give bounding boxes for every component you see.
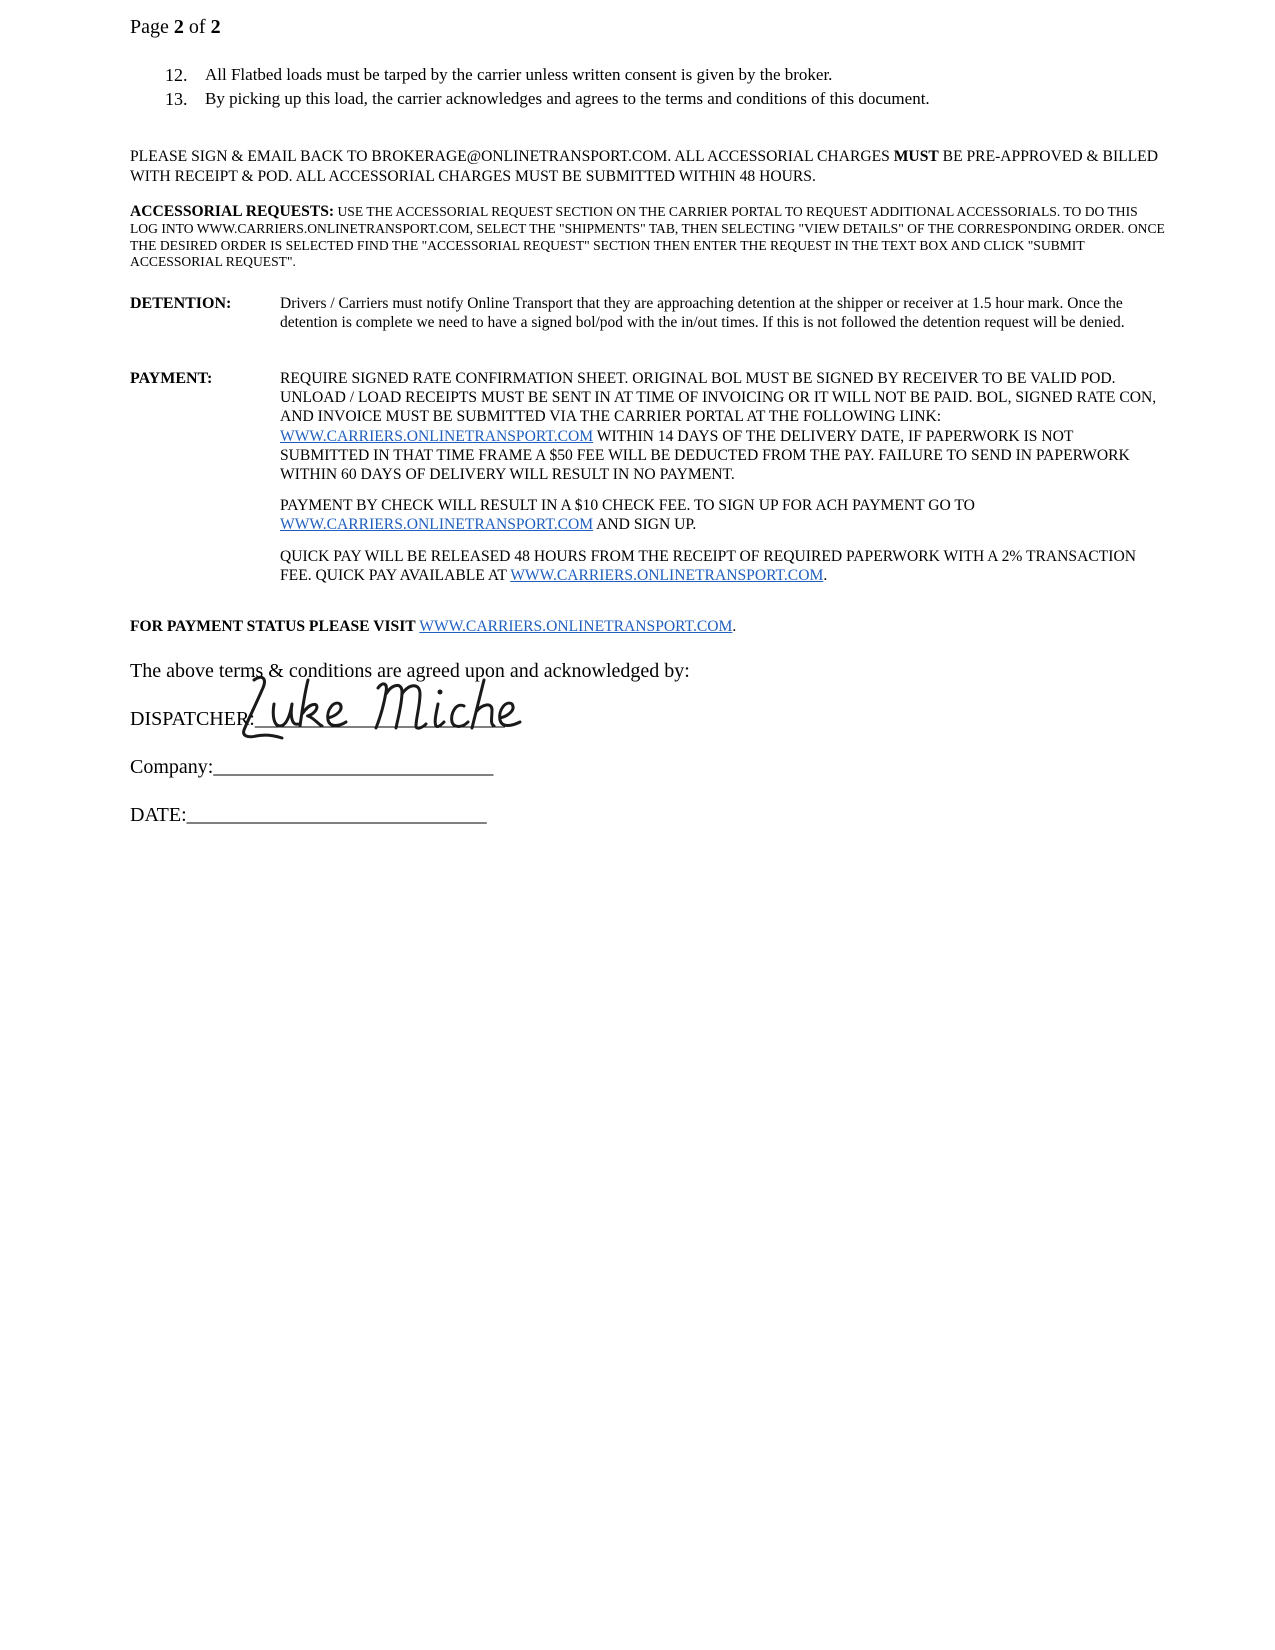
payment-section [130,369,1165,597]
payment-paragraph [280,496,1165,534]
dispatcher-label: DISPATCHER: [130,708,255,730]
payment-status-label: FOR PAYMENT STATUS PLEASE VISIT [130,618,420,635]
detention-text: Drivers / Carriers must notify Online Transport that they are approaching detention at the shipper or receiver at 1.5 hour mark. Once the detention is complete we need to have a signed bol/pod with the in/out times. If this is not followed the detention request will be denied. [280,295,1125,331]
company-line: ____________________________ [213,756,494,778]
terms-list [165,63,1165,111]
payment-text: . [823,566,828,584]
accessorial-text: USE THE ACCESSORIAL REQUEST SECTION ON THE CARRIER PORTAL TO REQUEST ADDITIONAL ACCESSORIALS. TO DO THIS LOG INTO WWW.CARRIERS.ONLINETRANSPORT.COM, SELECT THE "SHIPMENTS" TAB, THEN SELECTING "VIEW DETAILS" OF THE CORRESPONDING ORDER. ONCE THE DESIRED ORDER IS SELECTED FIND THE "ACCESSORIAL REQUEST" SECTION THEN ENTER THE REQUEST IN THE TEXT BOX AND CLICK "SUBMIT ACCESSORIAL REQUEST". [130,204,1165,270]
page-number: 2 [173,16,184,38]
page-total: 2 [210,16,221,38]
date-label: DATE: [130,804,187,826]
date-line: ______________________________ [186,804,487,826]
term-text: All Flatbed loads must be tarped by the carrier unless written consent is given by the broker. [205,65,833,84]
page-header [130,14,221,40]
payment-text: REQUIRE SIGNED RATE CONFIRMATION SHEET. ORIGINAL BOL MUST BE SIGNED BY RECEIVER TO BE VALID POD. UNLOAD / LOAD RECEIPTS MUST BE SENT IN AT TIME OF INVOICING OR IT WILL NOT BE PAID. BOL, SIGNED RATE CON, AND INVOICE MUST BE SUBMITTED VIA THE CARRIER PORTAL AT THE FOLLOWING LINK: [280,370,1157,426]
term-number: 13. [165,89,188,109]
dispatcher-line: _________________________ [254,708,505,730]
date-field[interactable] [130,802,487,828]
payment-label: PAYMENT: [130,370,213,387]
carrier-portal-link[interactable]: WWW.CARRIERS.ONLINETRANSPORT.COM [280,427,594,445]
handwritten-signature [232,672,532,742]
sign-email-notice [130,147,1160,186]
term-item [165,63,1165,87]
detention-section [130,294,1165,332]
payment-text: PAYMENT BY CHECK WILL RESULT IN A $10 CHECK FEE. TO SIGN UP FOR ACH PAYMENT GO TO [280,497,975,515]
payment-text: QUICK PAY WILL BE RELEASED 48 HOURS FROM THE RECEIPT OF REQUIRED PAPERWORK WITH A 2% TRANSACTION FEE. QUICK PAY AVAILABLE AT [280,547,1137,584]
payment-status-line [130,617,736,636]
notice-must: MUST [893,148,939,165]
notice-text: BE PRE-APPROVED & BILLED WITH RECEIPT & POD. ALL ACCESSORIAL CHARGES MUST BE SUBMITTED WITHIN 48 HOURS. [130,148,1158,185]
of-word: of [188,16,206,38]
term-text: By picking up this load, the carrier acknowledges and agrees to the terms and conditions of this document. [205,89,930,108]
payment-paragraph [280,547,1165,585]
agreement-statement: The above terms & conditions are agreed upon and acknowledged by: [130,660,690,682]
payment-paragraph [280,369,1165,484]
payment-status-link[interactable]: WWW.CARRIERS.ONLINETRANSPORT.COM [419,618,733,635]
status-tail: . [732,618,737,635]
notice-text: PLEASE SIGN & EMAIL BACK TO BROKERAGE@ONLINETRANSPORT.COM. ALL ACCESSORIAL CHARGES [130,148,894,165]
company-field[interactable] [130,754,493,780]
detention-label: DETENTION: [130,295,232,312]
quick-pay-link[interactable]: WWW.CARRIERS.ONLINETRANSPORT.COM [510,566,824,584]
payment-text: WITHIN 14 DAYS OF THE DELIVERY DATE, IF PAPERWORK IS NOT SUBMITTED IN THAT TIME FRAME A $50 FEE WILL BE DEDUCTED FROM THE PAY. FAILURE TO SEND IN PAPERWORK WITHIN 60 DAYS OF DELIVERY WILL RESULT IN NO PAYMENT. [280,427,1130,484]
accessorial-label: ACCESSORIAL REQUESTS: [130,203,335,220]
company-label: Company: [130,756,214,778]
term-item [165,87,1165,111]
term-number: 12. [165,65,188,85]
accessorial-requests [130,204,1165,271]
payment-body [280,369,1165,597]
payment-text: AND SIGN UP. [593,516,697,534]
ach-signup-link[interactable]: WWW.CARRIERS.ONLINETRANSPORT.COM [280,516,594,534]
page-word: Page [130,16,169,38]
